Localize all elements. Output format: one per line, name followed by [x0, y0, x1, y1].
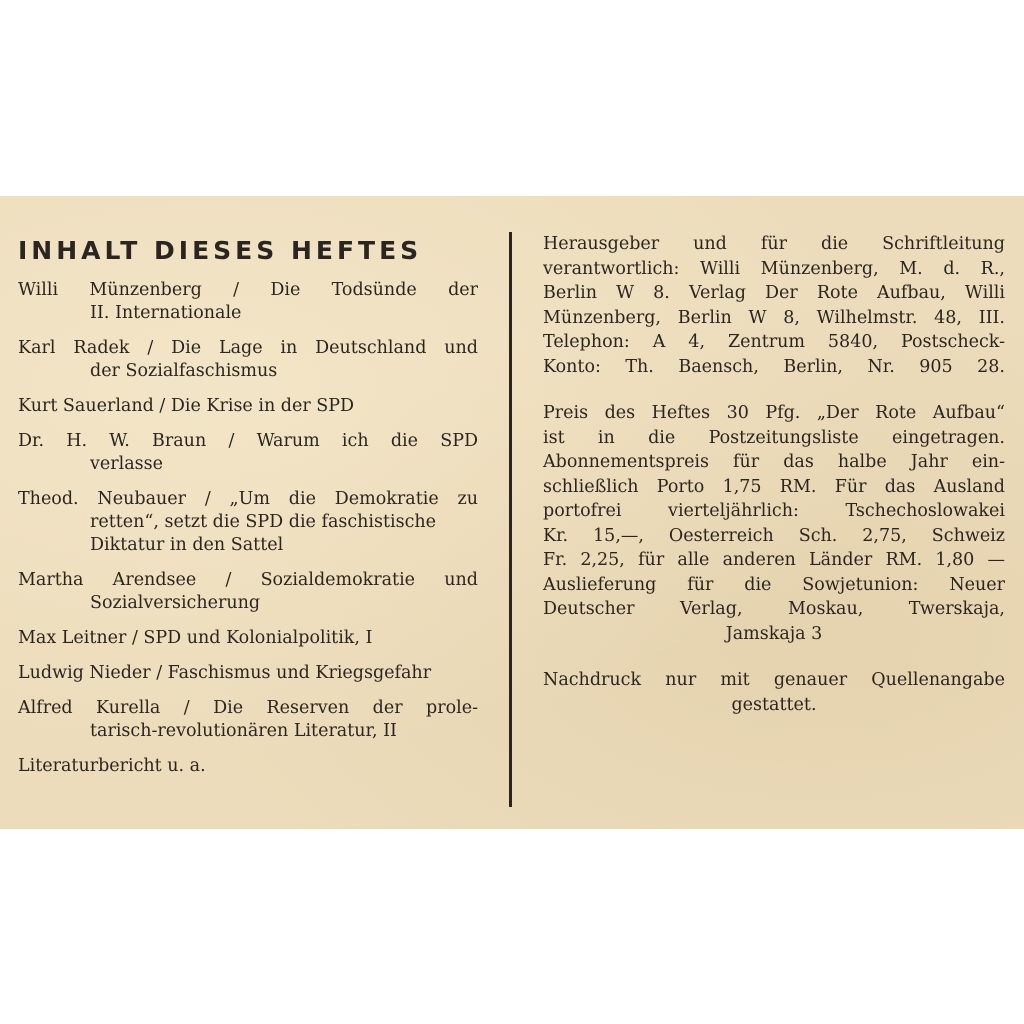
contents-heading: INHALT DIESES HEFTES: [18, 236, 423, 265]
price-line: Kr. 15,—, Oesterreich Sch. 2,75, Schweiz: [543, 525, 1005, 546]
column-divider: [509, 232, 512, 807]
entry-line: tarisch-revolutionären Literatur, II: [90, 721, 397, 741]
entry-line: Karl Radek / Die Lage in Deutschland und: [18, 338, 478, 358]
contents-entry: [18, 430, 478, 476]
entry-line: Literaturbericht u. a.: [18, 756, 206, 776]
imprint-line: verantwortlich: Willi Münzenberg, M. d. R.,: [543, 258, 1005, 279]
price-line: Deutscher Verlag, Moskau, Twerskaja,: [543, 599, 1005, 619]
entry-line: II. Internationale: [90, 303, 242, 323]
entry-line: Willi Münzenberg / Die Todsünde der: [18, 280, 478, 300]
imprint-line: Konto: Th. Baensch, Berlin, Nr. 905 28.: [543, 356, 1005, 377]
entry-line: Sozialversicherung: [90, 593, 261, 613]
magazine-page: [0, 196, 1024, 829]
price-paragraph: [543, 401, 1005, 646]
entry-line: Ludwig Nieder / Faschismus und Kriegsgefahr: [18, 663, 432, 683]
imprint-line: Telephon: A 4, Zentrum 5840, Postscheck-: [543, 332, 1005, 352]
imprint-line: Münzenberg, Berlin W 8, Wilhelmstr. 48, III.: [543, 307, 1005, 328]
contents-entry: [18, 337, 478, 383]
price-line: ist in die Postzeitungsliste eingetragen.: [543, 427, 1005, 448]
price-line: Abonnementspreis für das halbe Jahr ein-: [543, 452, 1005, 472]
imprint-line: Herausgeber und für die Schriftleitung: [543, 234, 1005, 254]
reprint-notice: [543, 668, 1005, 717]
price-line: portofrei vierteljährlich: Tschechoslowakei: [543, 501, 1005, 521]
contents-entry: [18, 279, 478, 325]
entry-line: Dr. H. W. Braun / Warum ich die SPD: [18, 431, 478, 451]
reprint-line: Nachdruck nur mit genauer Quellenangabe: [543, 670, 1005, 690]
price-line: Fr. 2,25, für alle anderen Länder RM. 1,80 —: [543, 550, 1005, 570]
price-line: Preis des Heftes 30 Pfg. „Der Rote Aufbau“: [543, 403, 1005, 423]
contents-entry: [18, 569, 478, 615]
contents-column: [18, 236, 478, 790]
publisher-paragraph: [543, 232, 1005, 379]
entry-line: Alfred Kurella / Die Reserven der prole-: [18, 698, 478, 718]
contents-entry: [18, 488, 478, 557]
price-line: Jamskaja 3: [725, 623, 823, 644]
entry-line: retten“, setzt die SPD die faschistische: [90, 512, 437, 532]
reprint-line: gestattet.: [731, 694, 817, 715]
entry-line: verlasse: [90, 454, 163, 474]
entry-line: Theod. Neubauer / „Um die Demokratie zu: [18, 489, 478, 509]
entry-line: Kurt Sauerland / Die Krise in der SPD: [18, 396, 355, 416]
entry-line: Diktatur in den Sattel: [90, 535, 284, 555]
contents-entry: [18, 755, 478, 778]
price-line: schließlich Porto 1,75 RM. Für das Ausland: [543, 476, 1005, 497]
contents-entry: [18, 627, 478, 650]
entry-line: Max Leitner / SPD und Kolonialpolitik, I: [18, 628, 373, 648]
entry-line: Martha Arendsee / Sozialdemokratie und: [18, 570, 478, 590]
contents-entry: [18, 662, 478, 685]
price-line: Auslieferung für die Sowjetunion: Neuer: [543, 574, 1005, 595]
contents-entry: [18, 697, 478, 743]
imprint-line: Berlin W 8. Verlag Der Rote Aufbau, Willi: [543, 283, 1005, 303]
imprint-column: [543, 232, 1005, 739]
contents-entry: [18, 395, 478, 418]
entry-line: der Sozialfaschismus: [90, 361, 278, 381]
